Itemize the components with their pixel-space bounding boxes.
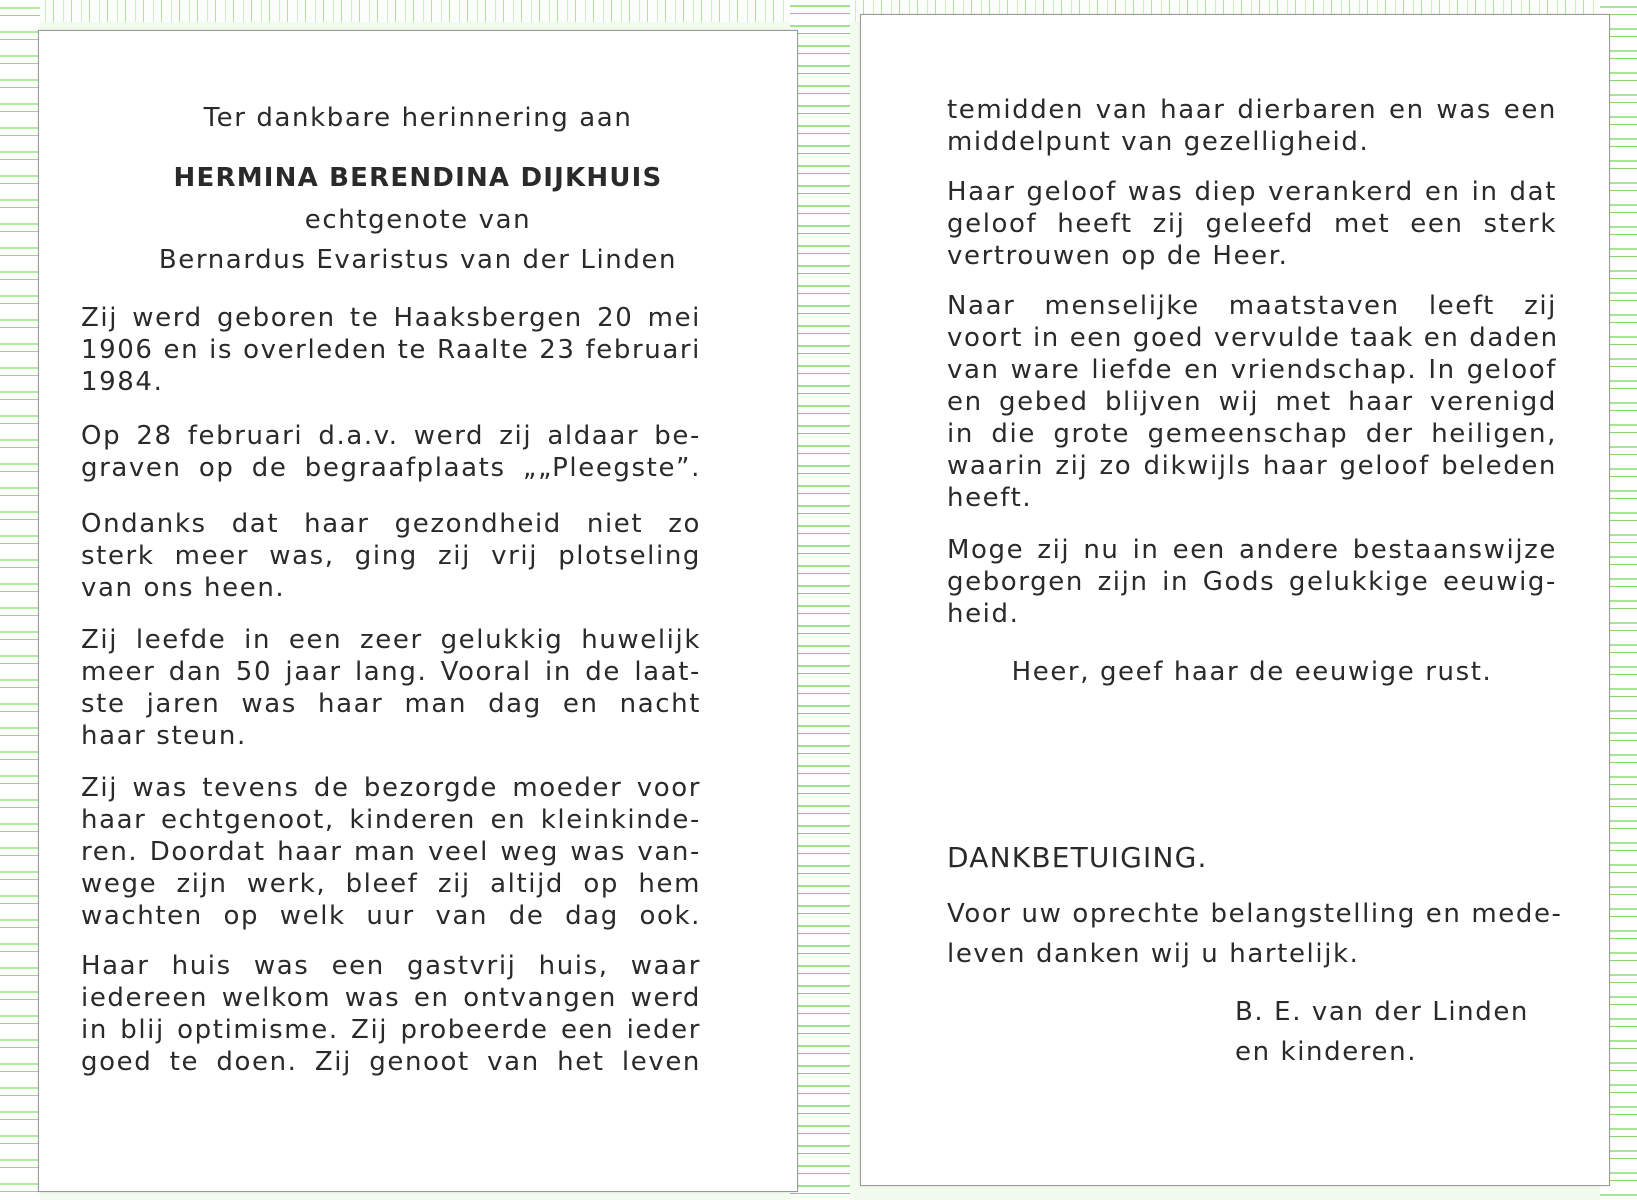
text-line: meer dan 50 jaar lang. Vooral in de laat- bbox=[81, 657, 701, 687]
text-line: Zij werd geboren te Haaksbergen 20 mei bbox=[81, 303, 701, 333]
text-line: goed te doen. Zij genoot van het leven bbox=[81, 1047, 701, 1077]
spouse-intro: echtgenote van bbox=[304, 205, 532, 235]
text-line: voort in een goed vervulde taak en daden bbox=[947, 323, 1559, 353]
text-line: Zij leefde in een zeer gelukkig huwelijk bbox=[81, 625, 701, 655]
text-line: Ondanks dat haar gezondheid niet zo bbox=[81, 509, 701, 539]
text-line: haar steun. bbox=[81, 721, 247, 751]
memorial-card-left bbox=[38, 30, 798, 1192]
text-line: temidden van haar dierbaren en was een bbox=[947, 95, 1557, 125]
text-line: haar echtgenoot, kinderen en kleinkinde- bbox=[81, 805, 701, 835]
text-line: geborgen zijn in Gods gelukkige eeuwig- bbox=[947, 567, 1557, 597]
text-line: sterk meer was, ging zij vrij plotseling bbox=[81, 541, 701, 571]
text-line: iedereen welkom was en ontvangen werd bbox=[81, 983, 701, 1013]
text-line: vertrouwen op de Heer. bbox=[947, 241, 1289, 271]
text-line: 1984. bbox=[81, 367, 164, 397]
text-line: heeft. bbox=[947, 483, 1033, 513]
intro-line: Ter dankbare herinnering aan bbox=[203, 103, 633, 133]
closing-prayer: Heer, geef haar de eeuwige rust. bbox=[1011, 657, 1493, 687]
text-line: wachten op welk uur van de dag ook. bbox=[81, 901, 701, 931]
text-line: leven danken wij u hartelijk. bbox=[947, 939, 1360, 969]
thanks-heading: DANKBETUIGING. bbox=[947, 841, 1208, 874]
text-line: Moge zij nu in een andere bestaanswijze bbox=[947, 535, 1557, 565]
text-line: waarin zij zo dikwijls haar geloof beleden bbox=[947, 451, 1557, 481]
text-line: Haar huis was een gastvrij huis, waar bbox=[81, 951, 701, 981]
text-line: Haar geloof was diep verankerd en in dat bbox=[947, 177, 1557, 207]
text-line: Zij was tevens de bezorgde moeder voor bbox=[81, 773, 701, 803]
text-line: heid. bbox=[947, 599, 1020, 629]
scan-artifact-left bbox=[0, 0, 40, 1200]
text-line: in die grote gemeenschap der heiligen, bbox=[947, 419, 1557, 449]
text-line: van ware liefde en vriendschap. In geloof bbox=[947, 355, 1557, 385]
signature-line: en kinderen. bbox=[1235, 1037, 1418, 1067]
deceased-name: HERMINA BERENDINA DIJKHUIS bbox=[173, 163, 663, 193]
spouse-name: Bernardus Evaristus van der Linden bbox=[158, 245, 678, 275]
memorial-card-right bbox=[860, 14, 1610, 1186]
text-line: in blij optimisme. Zij probeerde een ieder bbox=[81, 1015, 701, 1045]
signature-line: B. E. van der Linden bbox=[1235, 997, 1530, 1027]
text-line: en gebed blijven wij met haar verenigd bbox=[947, 387, 1557, 417]
text-line: geloof heeft zij geleefd met een sterk bbox=[947, 209, 1557, 239]
text-line: 1906 en is overleden te Raalte 23 februari bbox=[81, 335, 701, 365]
text-line: van ons heen. bbox=[81, 573, 286, 603]
text-line: Voor uw oprechte belangstelling en mede- bbox=[947, 899, 1563, 929]
text-line: ste jaren was haar man dag en nacht bbox=[81, 689, 701, 719]
scan-artifact-middle bbox=[790, 0, 850, 1200]
text-line: Naar menselijke maatstaven leeft zij bbox=[947, 291, 1557, 321]
text-line: Op 28 februari d.a.v. werd zij aldaar be- bbox=[81, 421, 701, 451]
text-line: middelpunt van gezelligheid. bbox=[947, 127, 1370, 157]
text-line: graven op de begraafplaats „„Pleegste”. bbox=[81, 453, 701, 483]
text-line: ren. Doordat haar man veel weg was van- bbox=[81, 837, 701, 867]
text-line: wege zijn werk, bleef zij altijd op hem bbox=[81, 869, 701, 899]
